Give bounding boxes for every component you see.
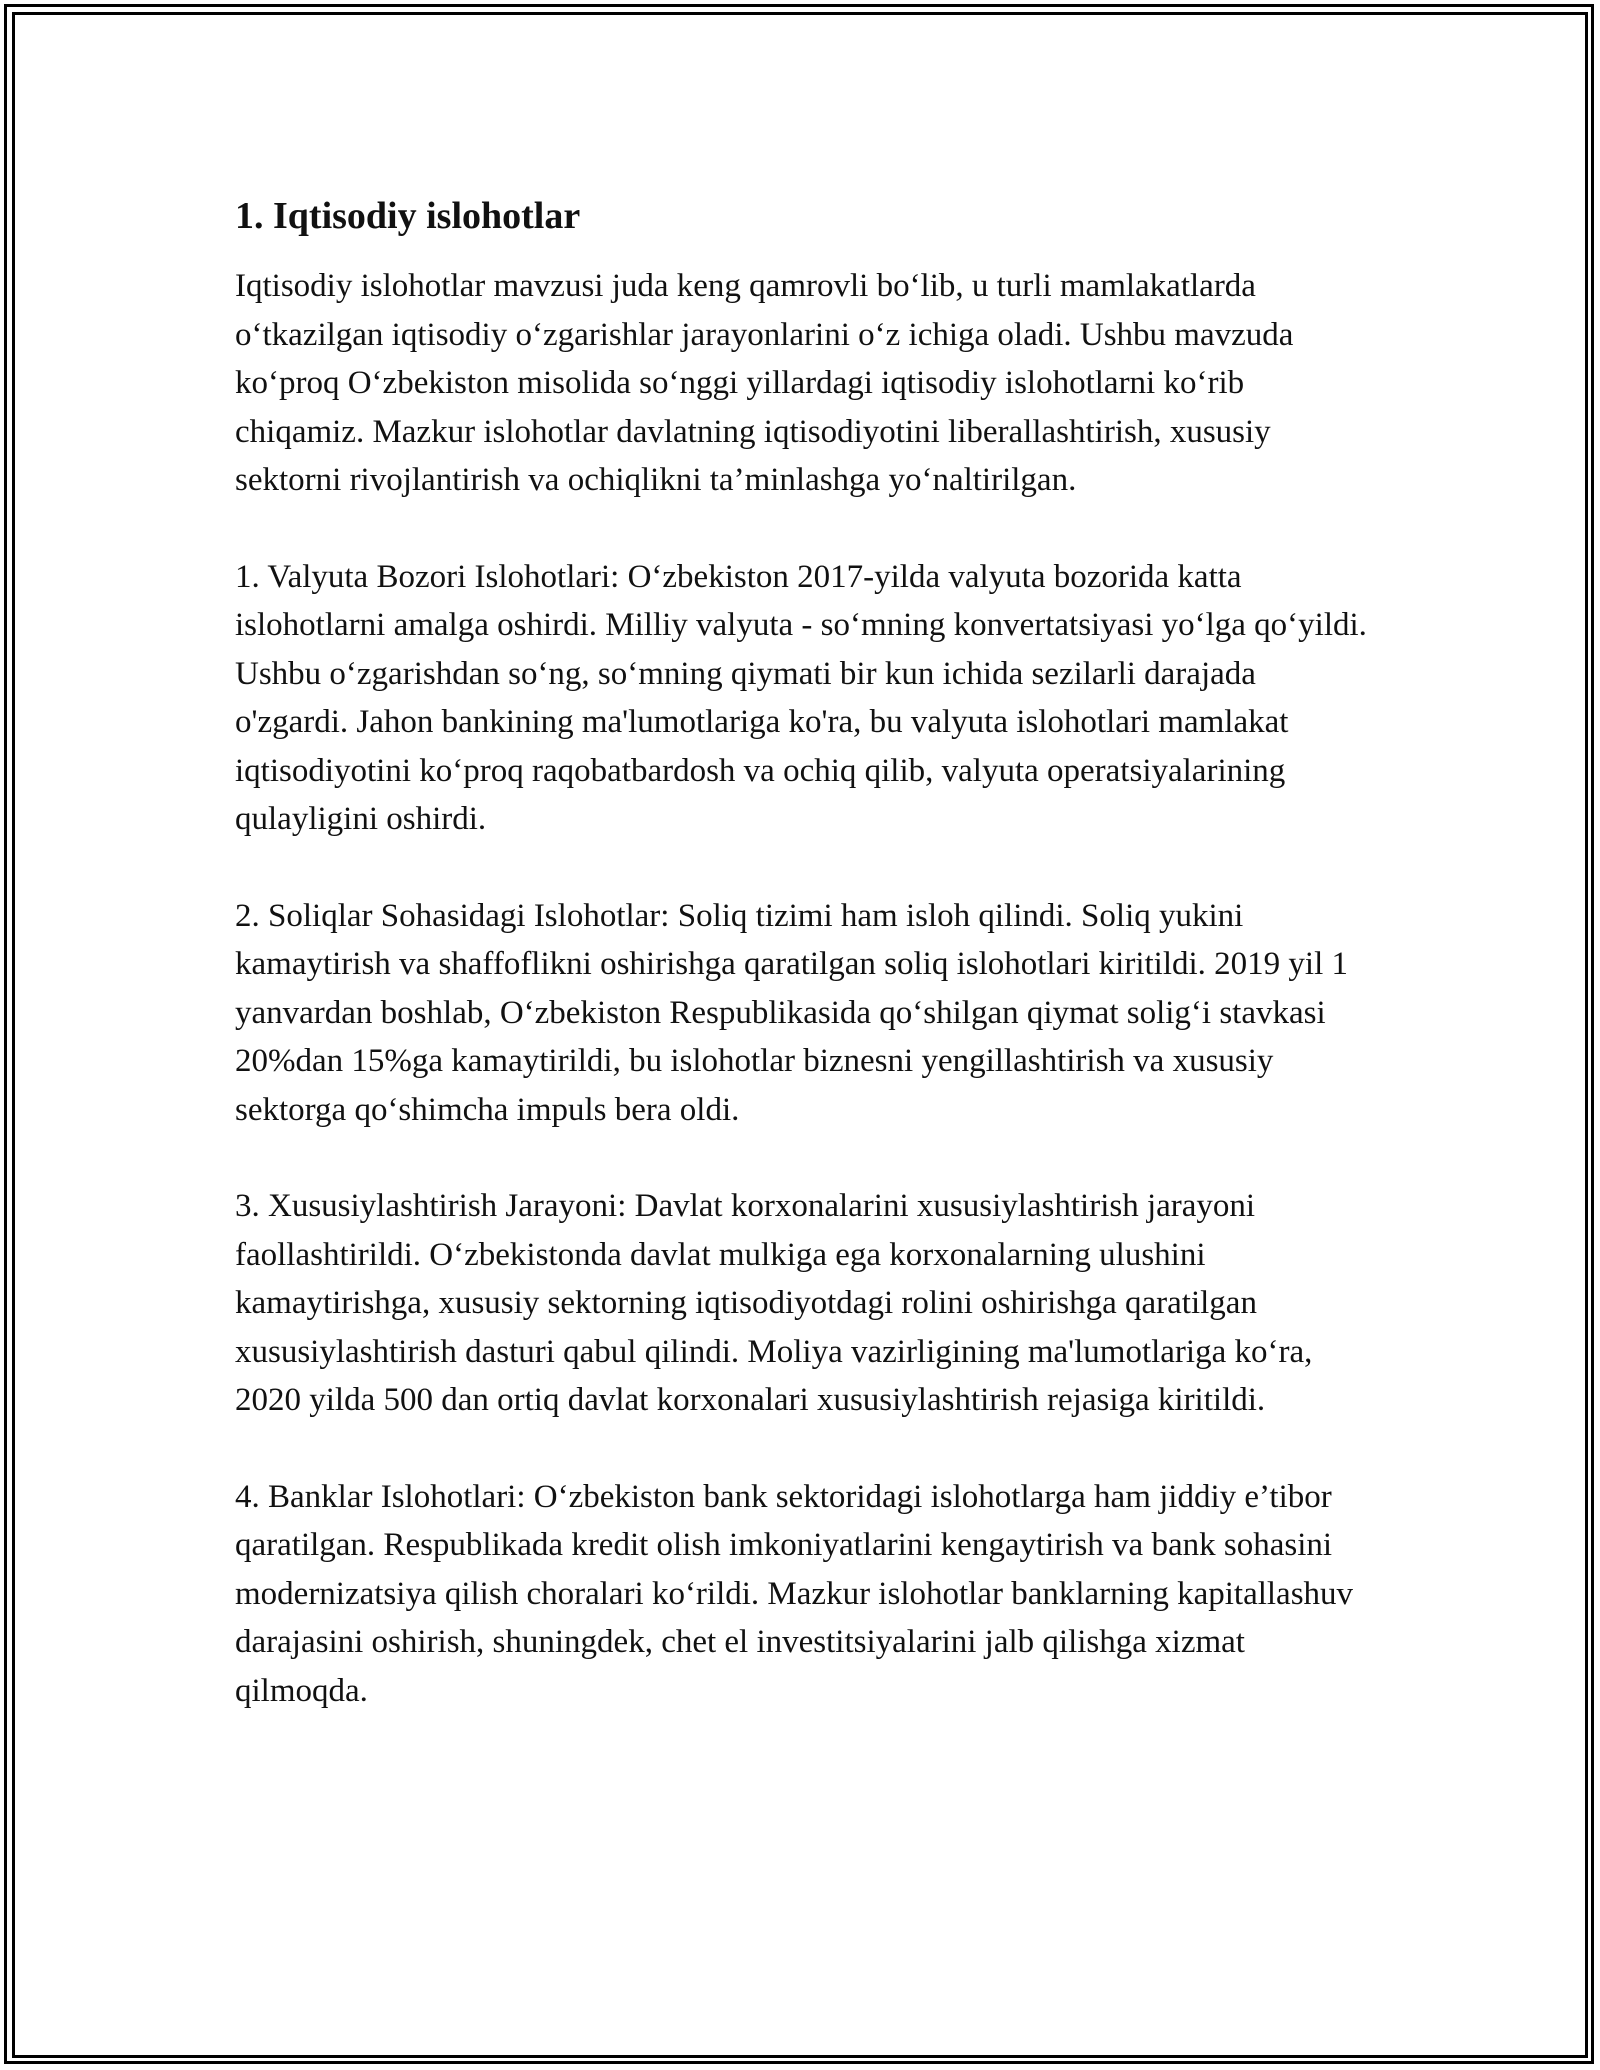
section-title: 1. Iqtisodiy islohotlar [235,195,581,237]
tax-reform-paragraph: 2. Soliqlar Sohasidagi Islohotlar: Soliq tizimi ham isloh qilindi. Soliq yukini kamaytirish va shaffoflikni oshirishga qaratilgan soliq islohotlari kiritildi. 2019 yil 1 yanvardan boshlab, O‘zbekiston Respublikasida qo‘shilgan qiymat solig‘i stavkasi 20%dan 15%ga kamaytirildi, bu islohotlar biznesni yengillashtirish va xususiy sektorga qo‘shimcha impuls bera oldi. [235,897,1348,1128]
banking-reform-paragraph: 4. Banklar Islohotlari: O‘zbekiston bank sektoridagi islohotlarga ham jiddiy e’tibor qaratilgan. Respublikada kredit olish imkoniyatlarini kengaytirish va bank sohasini modernizatsiya qilish choralari ko‘rildi. Mazkur islohotlar banklarning kapitallashuv darajasini oshirish, shuningdek, chet el investitsiyalarini jalb qilishga xizmat qilmoqda. [235,1478,1354,1709]
currency-reform-paragraph: 1. Valyuta Bozori Islohotlari: O‘zbekiston 2017-yilda valyuta bozorida katta islohotlarni amalga oshirdi. Milliy valyuta - so‘mning konvertatsiyasi yo‘lga qo‘yildi. Ushbu o‘zgarishdan so‘ng, so‘mning qiymati bir kun ichida sezilarli darajada o'zgardi. Jahon bankining ma'lumotlariga ko'ra, bu valyuta islohotlari mamlakat iqtisodiyotini ko‘proq raqobatbardosh va ochiq qilib, valyuta operatsiyalarining qulayligini oshirdi. [235,558,1367,837]
privatization-paragraph: 3. Xususiylashtirish Jarayoni: Davlat korxonalarini xususiylashtirish jarayoni faollashtirildi. O‘zbekistonda davlat mulkiga ega korxonalarning ulushini kamaytirishga, xususiy sektorning iqtisodiyotdagi rolini oshirishga qaratilgan xususiylashtirish dasturi qabul qilindi. Moliya vazirligining ma'lumotlariga ko‘ra, 2020 yilda 500 dan ortiq davlat korxonalari xususiylashtirish rejasiga kiritildi. [235,1188,1313,1418]
document-body [235,188,1375,1763]
intro-paragraph: Iqtisodiy islohotlar mavzusi juda keng qamrovli bo‘lib, u turli mamlakatlarda o‘tkazilgan iqtisodiy o‘zgarishlar jarayonlarini o‘z ichiga oladi. Ushbu mavzuda ko‘proq O‘zbekiston misolida so‘nggi yillardagi iqtisodiy islohotlarni ko‘rib chiqamiz. Mazkur islohotlar davlatning iqtisodiyotini liberallashtirish, xususiy sektorni rivojlantirish va ochiqlikni ta’minlashga yo‘naltirilgan. [235,268,1294,498]
